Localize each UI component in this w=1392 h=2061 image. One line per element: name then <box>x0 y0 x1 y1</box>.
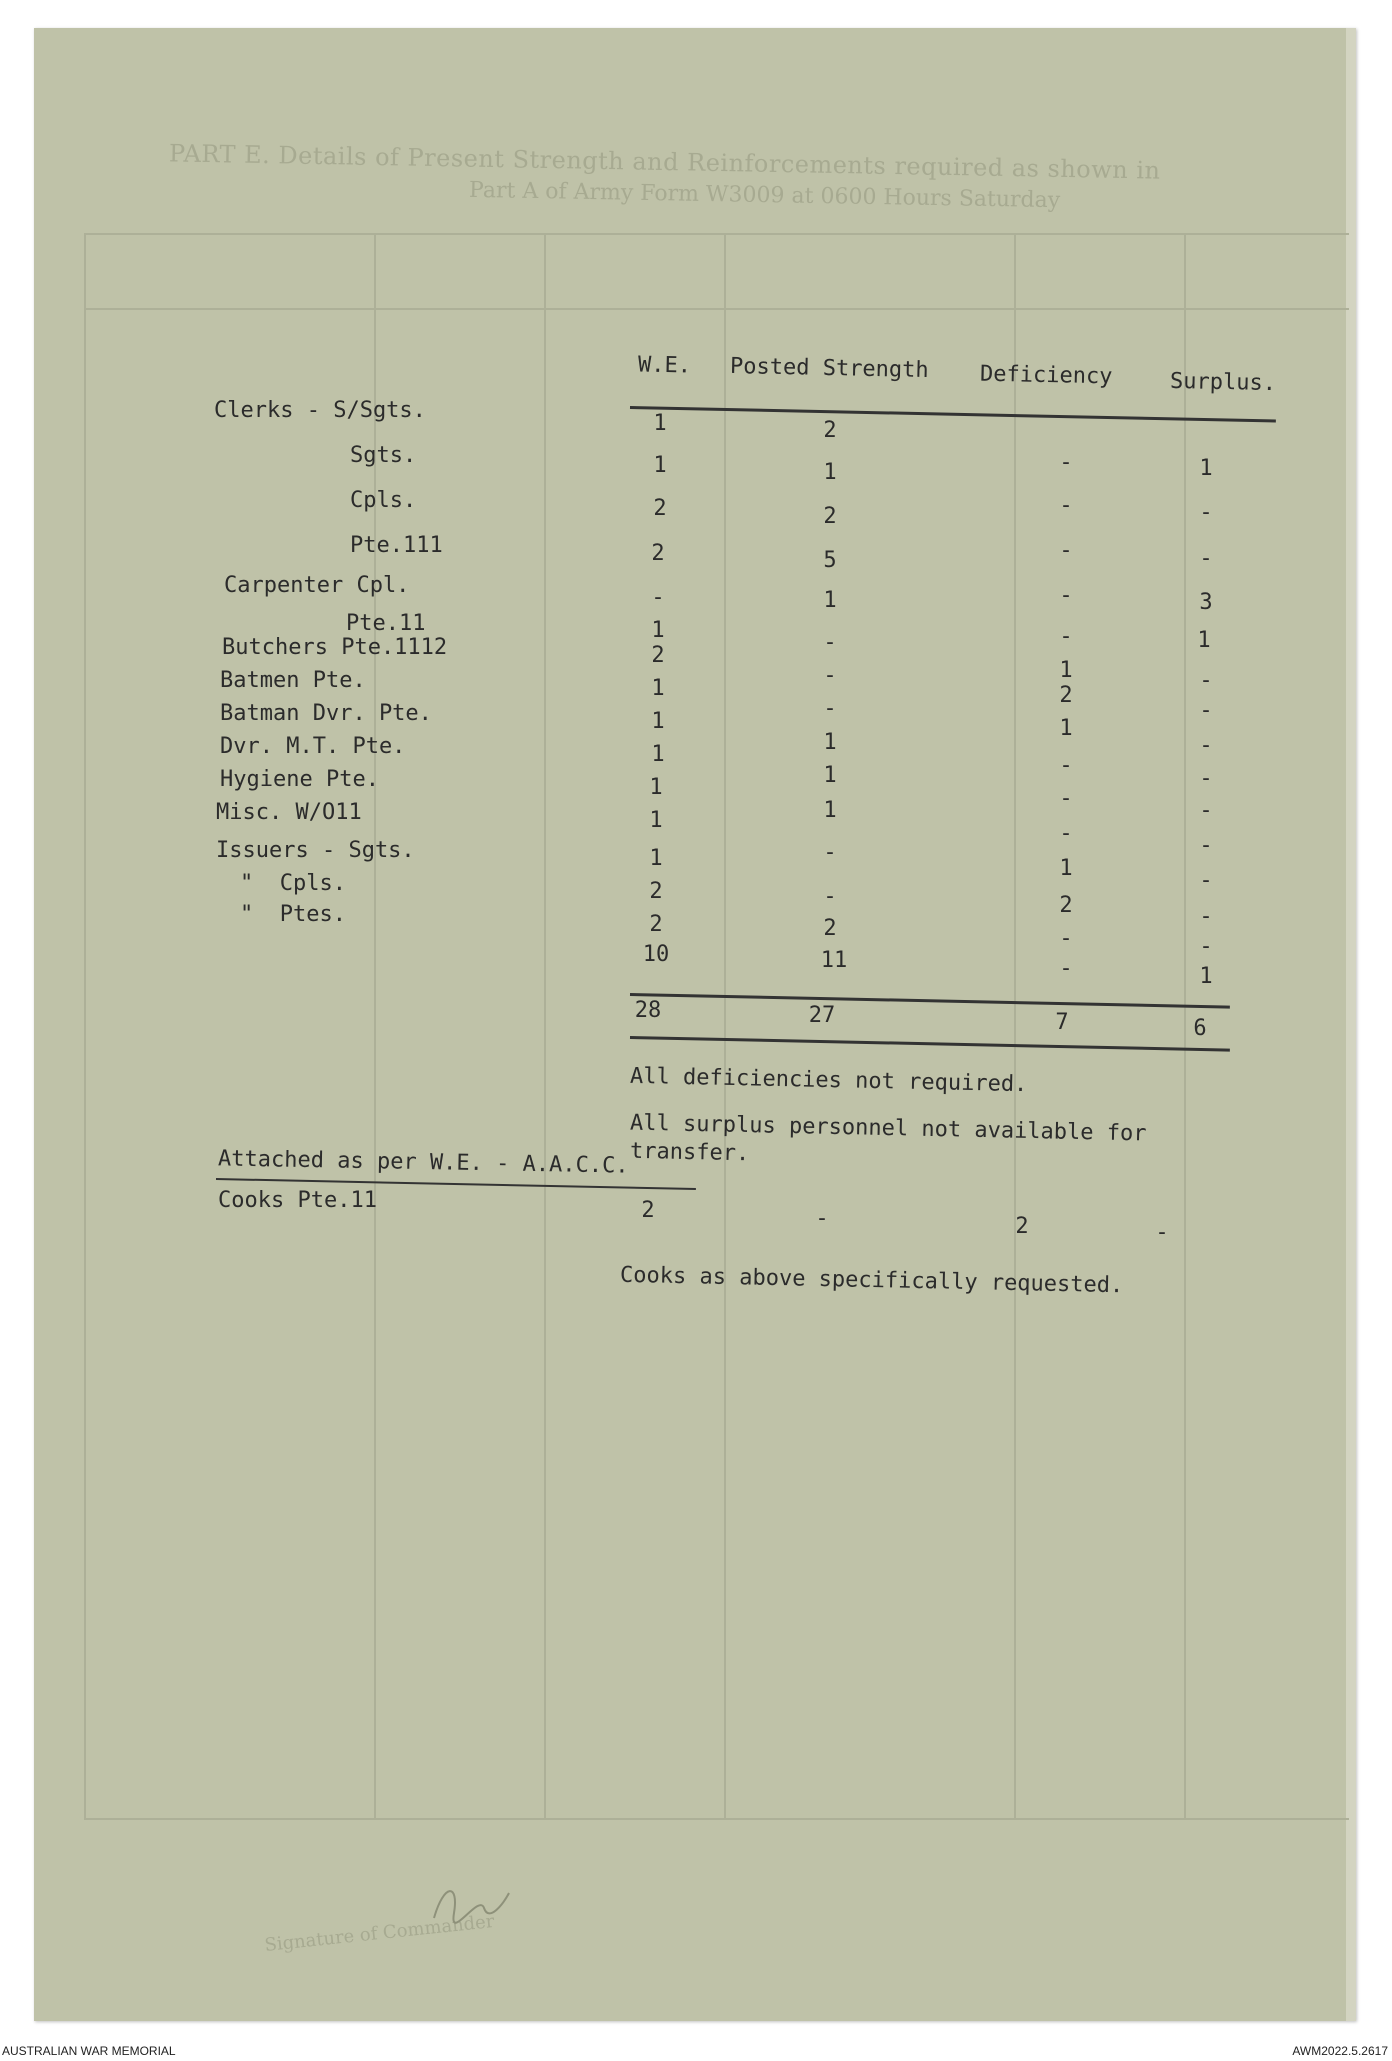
surplus-value: - <box>1199 698 1213 723</box>
posted-value: - <box>823 630 837 655</box>
deficiency-value: - <box>1059 493 1073 518</box>
deficiency-value: 1 <box>1059 856 1073 881</box>
attached-deficiency: 2 <box>1015 1214 1029 1239</box>
surplus-value: - <box>1199 798 1213 823</box>
note-surplus-line-1: All surplus personnel not available for <box>629 1110 1147 1147</box>
posted-value: 5 <box>823 548 837 573</box>
row-label: " Ptes. <box>240 902 346 927</box>
faint-form-header-2: Part A of Army Form W3009 at 0600 Hours Saturday <box>468 177 1061 214</box>
we-value: 1 <box>651 676 665 701</box>
deficiency-value: 1 <box>1059 658 1073 683</box>
row-label: Butchers Pte.1112 <box>222 635 448 660</box>
surplus-value: - <box>1199 766 1213 791</box>
row-label: Hygiene Pte. <box>220 767 379 792</box>
posted-value: - <box>823 884 837 909</box>
deficiency-value: - <box>1059 583 1073 608</box>
posted-value: 1 <box>823 588 837 613</box>
surplus-value: - <box>1199 668 1213 693</box>
row-label: " Cpls. <box>240 871 346 896</box>
faint-form-header-1: PART E. Details of Present Strength and Reinforcements required as shown in <box>168 139 1161 185</box>
row-label: Carpenter Cpl. <box>224 573 410 598</box>
totals-rule-bottom <box>630 1036 1230 1052</box>
we-value: 1 <box>653 453 667 478</box>
we-value: - <box>651 585 665 610</box>
row-label: Batmen Pte. <box>220 668 366 693</box>
we-value: 10 <box>642 942 670 967</box>
totals-rule-top <box>630 993 1230 1009</box>
row-label: Cpls. <box>350 488 417 513</box>
surplus-value: 1 <box>1199 964 1213 989</box>
row-label: Issuers - Sgts. <box>216 838 415 863</box>
footer-right: AWM2022.5.2617 <box>1292 2044 1388 2058</box>
header-deficiency: Deficiency <box>979 361 1113 390</box>
posted-value: 2 <box>823 916 837 941</box>
deficiency-value: 2 <box>1059 683 1073 708</box>
deficiency-value: - <box>1059 956 1073 981</box>
row-label: Clerks - S/Sgts. <box>214 398 426 423</box>
posted-value: 2 <box>823 418 837 443</box>
total-we: 28 <box>634 998 662 1023</box>
posted-value: 1 <box>823 798 837 823</box>
surplus-value: - <box>1199 500 1213 525</box>
attached-we: 2 <box>641 1198 655 1223</box>
we-value: 2 <box>649 879 663 904</box>
header-posted-strength: Posted Strength <box>729 353 929 384</box>
posted-value: 1 <box>823 460 837 485</box>
posted-value: - <box>823 663 837 688</box>
attached-note: Cooks as above specifically requested. <box>619 1262 1124 1299</box>
posted-value: - <box>823 840 837 865</box>
note-surplus-line-2: transfer. <box>629 1138 750 1167</box>
total-deficiency: 7 <box>1055 1010 1069 1035</box>
deficiency-value: - <box>1059 821 1073 846</box>
faint-rule-2 <box>84 308 1349 310</box>
deficiency-value: - <box>1059 624 1073 649</box>
total-posted: 27 <box>808 1003 836 1028</box>
surplus-value: - <box>1199 904 1213 929</box>
we-value: 1 <box>651 618 665 643</box>
faint-col-4 <box>724 233 726 1818</box>
posted-value: - <box>823 696 837 721</box>
row-label: Batman Dvr. Pte. <box>220 701 432 726</box>
attached-surplus: - <box>1155 1220 1169 1245</box>
row-label: Sgts. <box>350 443 417 468</box>
deficiency-value: 2 <box>1059 893 1073 918</box>
we-value: 1 <box>651 742 665 767</box>
we-value: 2 <box>653 496 667 521</box>
attached-posted: - <box>815 1206 829 1231</box>
header-we: W.E. <box>637 352 692 379</box>
we-value: 1 <box>649 846 663 871</box>
faint-rule-top <box>84 233 1349 235</box>
surplus-value: - <box>1199 833 1213 858</box>
attached-label: Cooks Pte.11 <box>218 1188 377 1213</box>
total-surplus: 6 <box>1193 1016 1207 1041</box>
header-underline <box>630 406 1276 423</box>
we-value: 2 <box>651 643 665 668</box>
header-surplus: Surplus. <box>1169 368 1277 397</box>
posted-value: 2 <box>823 504 837 529</box>
deficiency-value: - <box>1059 926 1073 951</box>
posted-value: 1 <box>823 763 837 788</box>
surplus-value: - <box>1199 546 1213 571</box>
deficiency-value: - <box>1059 753 1073 778</box>
we-value: 2 <box>649 912 663 937</box>
we-value: 1 <box>649 775 663 800</box>
paper-edge <box>1346 28 1356 2021</box>
row-label: Pte.11 <box>346 611 426 636</box>
document-page <box>34 28 1356 2021</box>
signature <box>424 1873 514 1933</box>
footer-left: AUSTRALIAN WAR MEMORIAL <box>2 2044 176 2058</box>
surplus-value: 1 <box>1197 628 1211 653</box>
deficiency-value: - <box>1059 538 1073 563</box>
deficiency-value: - <box>1059 450 1073 475</box>
deficiency-value: - <box>1059 786 1073 811</box>
deficiency-value: 1 <box>1059 716 1073 741</box>
note-deficiencies: All deficiencies not required. <box>629 1063 1028 1098</box>
posted-value: 11 <box>820 948 848 973</box>
posted-value: 1 <box>823 730 837 755</box>
surplus-value: 3 <box>1199 590 1213 615</box>
row-label: Pte.111 <box>350 533 443 558</box>
faint-col-3 <box>544 233 546 1818</box>
we-value: 1 <box>653 411 667 436</box>
faint-col-5 <box>1014 233 1016 1818</box>
row-label: Dvr. M.T. Pte. <box>220 734 406 759</box>
surplus-value: - <box>1199 868 1213 893</box>
we-value: 1 <box>651 709 665 734</box>
surplus-value: 1 <box>1199 456 1213 481</box>
we-value: 2 <box>651 541 665 566</box>
faint-rule-bottom <box>84 1818 1349 1820</box>
faint-col-2 <box>374 233 376 1818</box>
attached-heading: Attached as per W.E. - A.A.C.C. <box>217 1146 629 1179</box>
surplus-value: - <box>1199 934 1213 959</box>
row-label: Misc. W/O11 <box>216 800 362 825</box>
we-value: 1 <box>649 808 663 833</box>
faint-col-1 <box>84 233 86 1818</box>
surplus-value: - <box>1199 733 1213 758</box>
faint-signature-label: Signature of Commander <box>263 1910 496 1957</box>
